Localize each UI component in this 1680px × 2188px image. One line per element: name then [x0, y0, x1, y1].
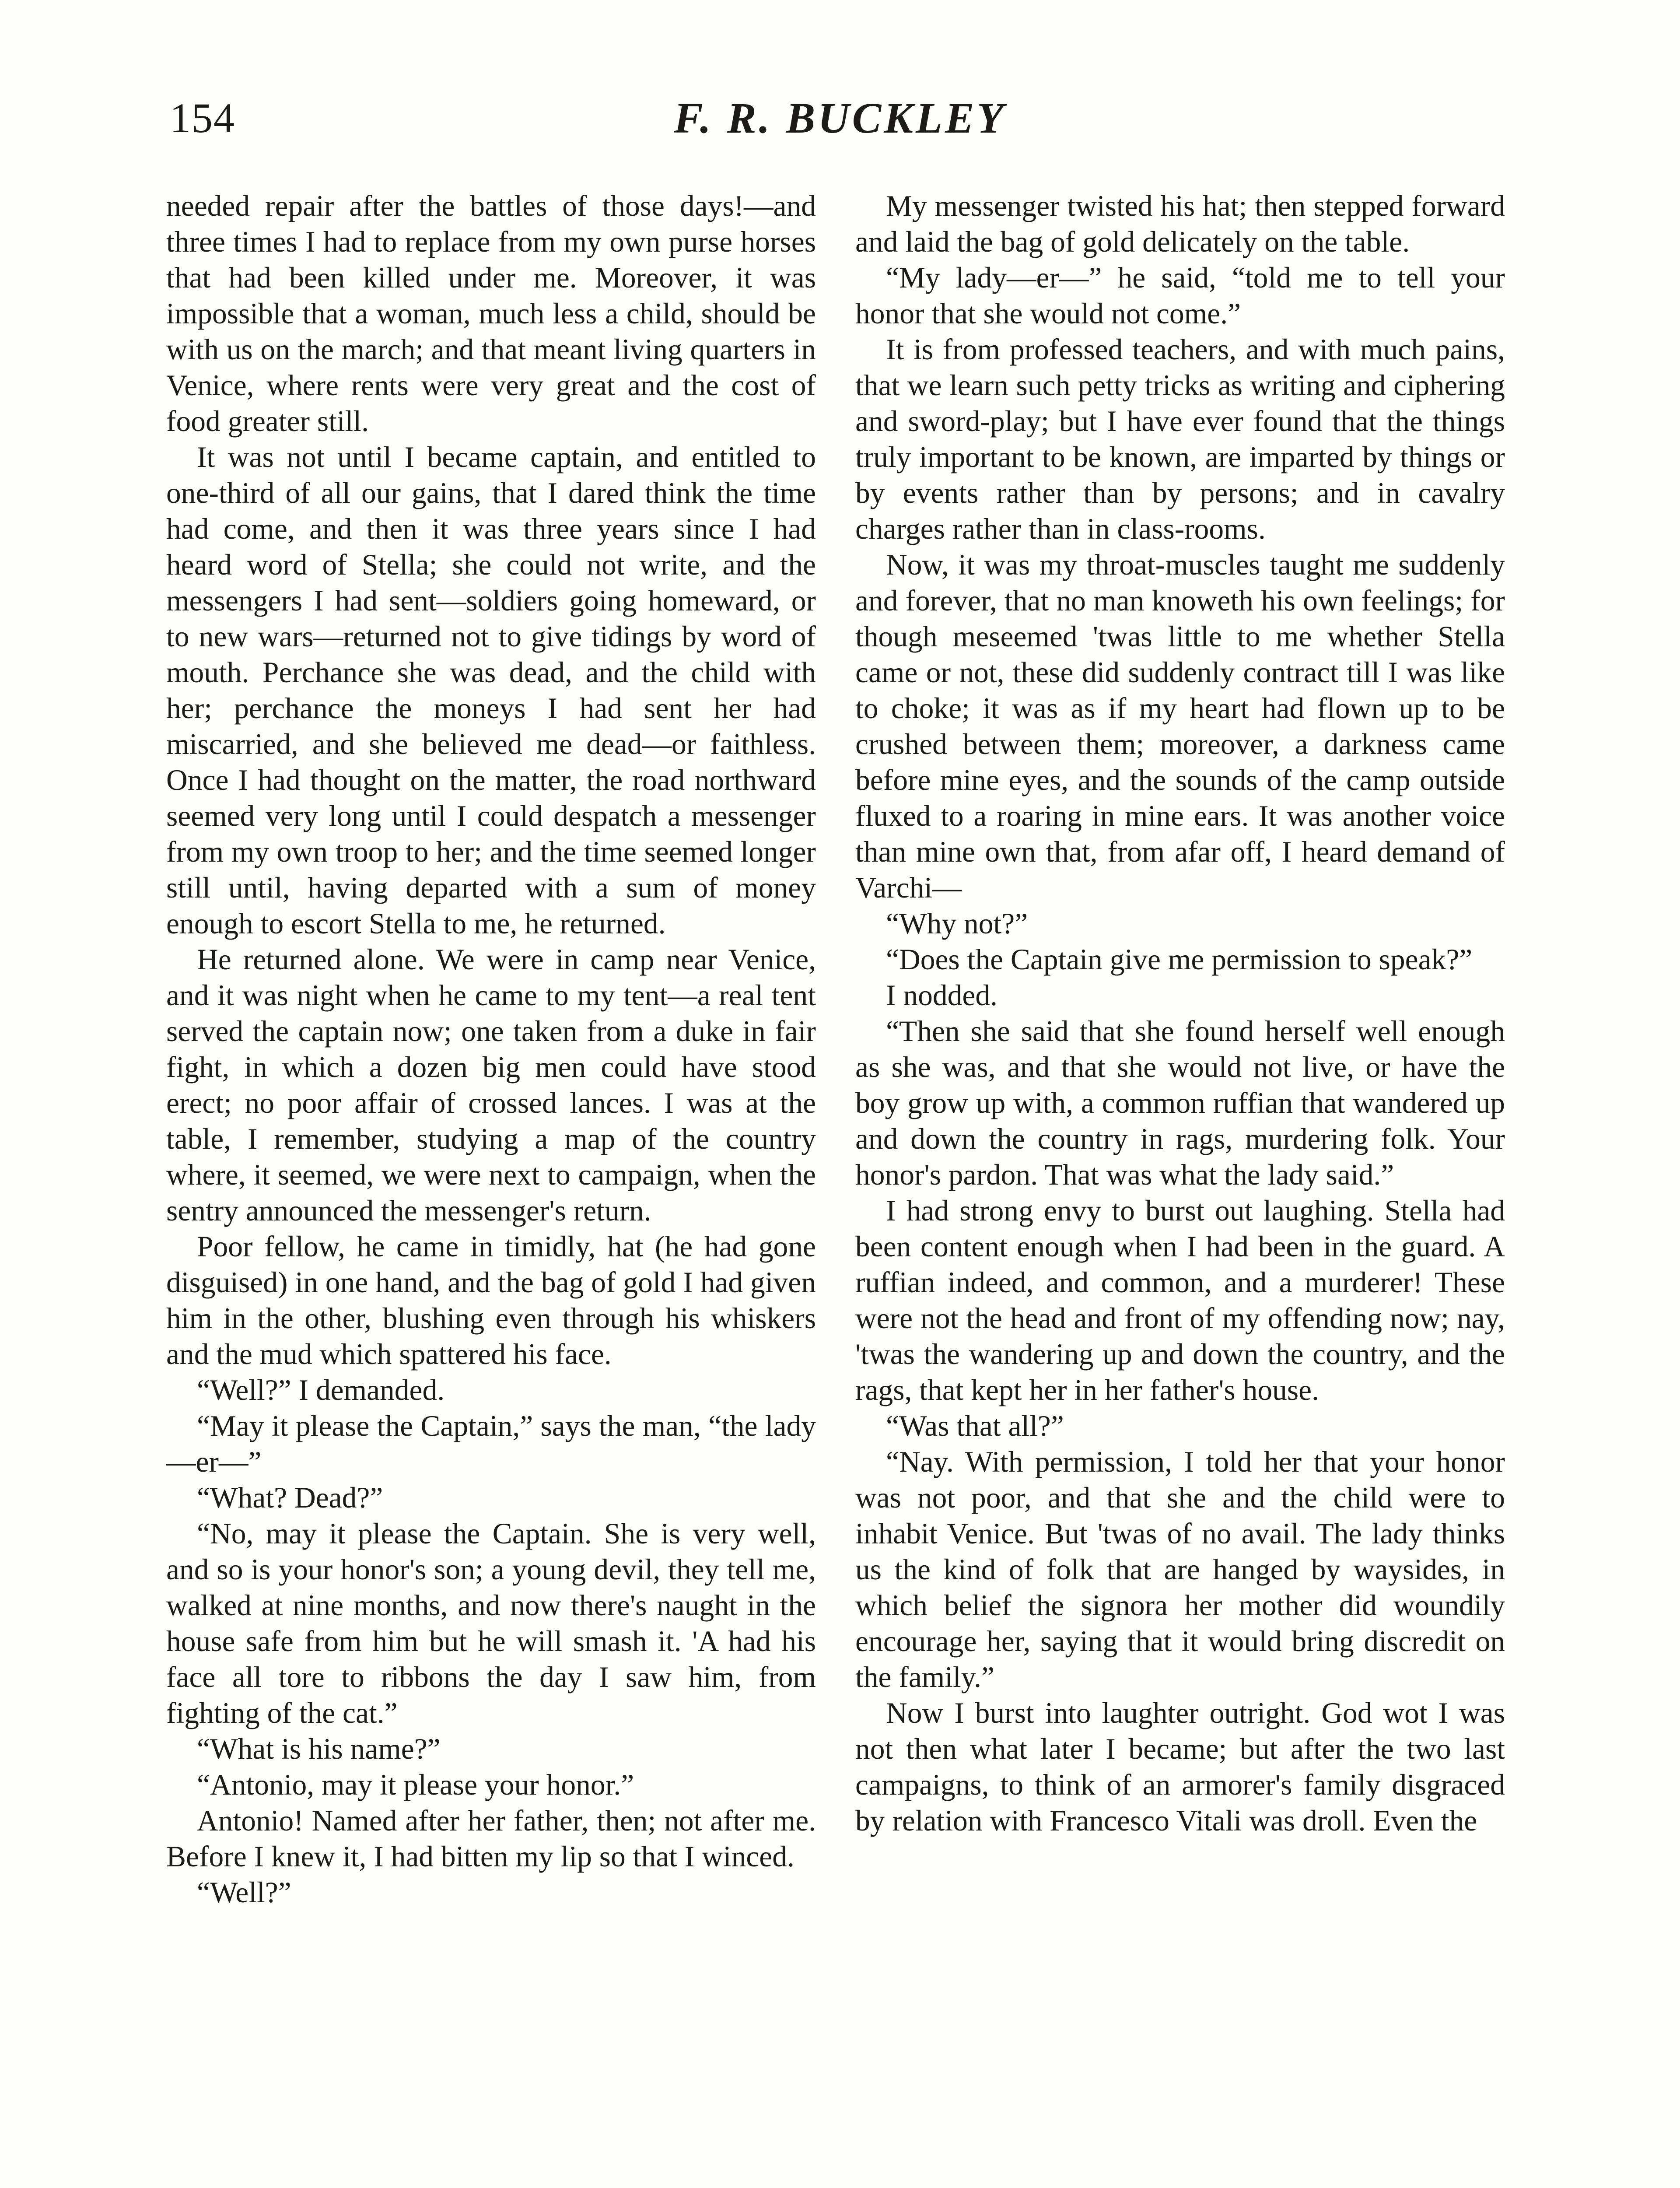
paragraph: “Antonio, may it please your honor.” — [197, 1768, 634, 1801]
paragraph: Now, it was my throat-muscles taught me suddenly and forever, that no man knoweth his own feelings; for though meseemed 'twas little to me whether Stella came or not, these did suddenly contract till I was like to choke; it was as if my heart had flown up to be crushed between them; moreover, a darkness came before mine eyes, and the sounds of the camp outside fluxed to a roaring in mine ears. It was another voice than mine own that, from afar off, I heard demand of Varchi— — [855, 548, 1505, 904]
paragraph: “Nay. With permission, I told her that your honor was not poor, and that she and the child were to inhabit Venice. But 'twas of no avail. The lady thinks us the kind of folk that are hanged by waysides, in which belief the signora her mother did woundily encourage her, saying that it would bring discredit on the family.” — [855, 1445, 1505, 1694]
paragraph: “Does the Captain give me permission to speak?” — [886, 943, 1473, 976]
paragraph: “Was that all?” — [886, 1410, 1064, 1442]
paragraph: “May it please the Captain,” says the man, “the lady—er—” — [166, 1410, 816, 1478]
paragraph: It was not until I became captain, and entitled to one-third of all our gains, that I dared think the time had come, and then it was three years since I had heard word of Stella; she could not write, and the messengers I had sent—soldiers going homeward, or to new wars—returned not to give tidings by word of mouth. Perchance she was dead, and the child with her; perchance the moneys I had sent her had miscarried, and she believed me dead—or faithless. Once I had thought on the matter, the road northward seemed very long until I could despatch a messenger from my own troop to her; and the time seemed longer still until, having departed with a sum of money enough to escort Stella to me, he returned. — [166, 441, 816, 940]
paragraph: He returned alone. We were in camp near Venice, and it was night when he came to my tent—a real tent served the captain now; one taken from a duke in fair fight, in which a dozen big men could have stood erect; no poor affair of crossed lances. I was at the table, I remember, studying a map of the country where, it seemed, we were next to campaign, when the sentry announced the messenger's return. — [166, 943, 816, 1227]
running-head: F. R. BUCKLEY — [674, 94, 1006, 142]
paragraph: Poor fellow, he came in timidly, hat (he had gone disguised) in one hand, and the bag of gold I had given him in the other, blushing even through his whiskers and the mud which spattered his face. — [166, 1230, 816, 1371]
paragraph: It is from professed teachers, and with much pains, that we learn such petty tricks as writing and ciphering and sword-play; but I have ever found that the things truly important to be known, are imparted by things or by events rather than by persons; and in cavalry charges rather than in class-rooms. — [855, 333, 1505, 545]
paragraph: I had strong envy to burst out laughing. Stella had been content enough when I had been in the guard. A ruffian indeed, and common, and a murderer! These were not the head and front of my offending now; nay, 'twas the wandering up and down the country, and the rags, that kept her in her father's house. — [855, 1194, 1505, 1406]
paragraph: “Why not?” — [886, 907, 1028, 940]
paragraph: needed repair after the battles of those days!—and three times I had to replace from my own purse horses that had been killed under me. Moreover, it was impossible that a woman, much less a child, should be with us on the march; and that meant living quarters in Venice, where rents were very great and the cost of food greater still. — [166, 189, 816, 438]
paragraph: “My lady—er—” he said, “told me to tell your honor that she would not come.” — [855, 261, 1505, 330]
paragraph: My messenger twisted his hat; then stepped forward and laid the bag of gold delicately on the table. — [855, 189, 1505, 258]
paragraph: Antonio! Named after her father, then; not after me. Before I knew it, I had bitten my lip so that I winced. — [166, 1804, 816, 1873]
paragraph: “What is his name?” — [197, 1732, 441, 1765]
left-column — [166, 188, 816, 2188]
paragraph: Now I burst into laughter outright. God wot I was not then what later I became; but after the two last campaigns, to think of an armorer's family disgraced by relation with Francesco Vitali was droll. Even the — [855, 1697, 1505, 1837]
paragraph: “No, may it please the Captain. She is very well, and so is your honor's son; a young devil, they tell me, walked at nine months, and now there's naught in the house safe from him but he will smash it. 'A had his face all tore to ribbons the day I saw him, from fighting of the cat.” — [166, 1517, 816, 1729]
paragraph: “Then she said that she found herself well enough as she was, and that she would not live, or have the boy grow up with, a common ruffian that wandered up and down the country in rags, murdering folk. Your honor's pardon. That was what the lady said.” — [855, 1015, 1505, 1191]
paragraph: “Well?” — [197, 1876, 291, 1909]
paragraph: I nodded. — [886, 979, 998, 1012]
page-number: 154 — [170, 95, 235, 141]
paragraph: “Well?” I demanded. — [197, 1374, 445, 1406]
right-column — [855, 188, 1505, 2188]
paragraph: “What? Dead?” — [197, 1481, 383, 1514]
